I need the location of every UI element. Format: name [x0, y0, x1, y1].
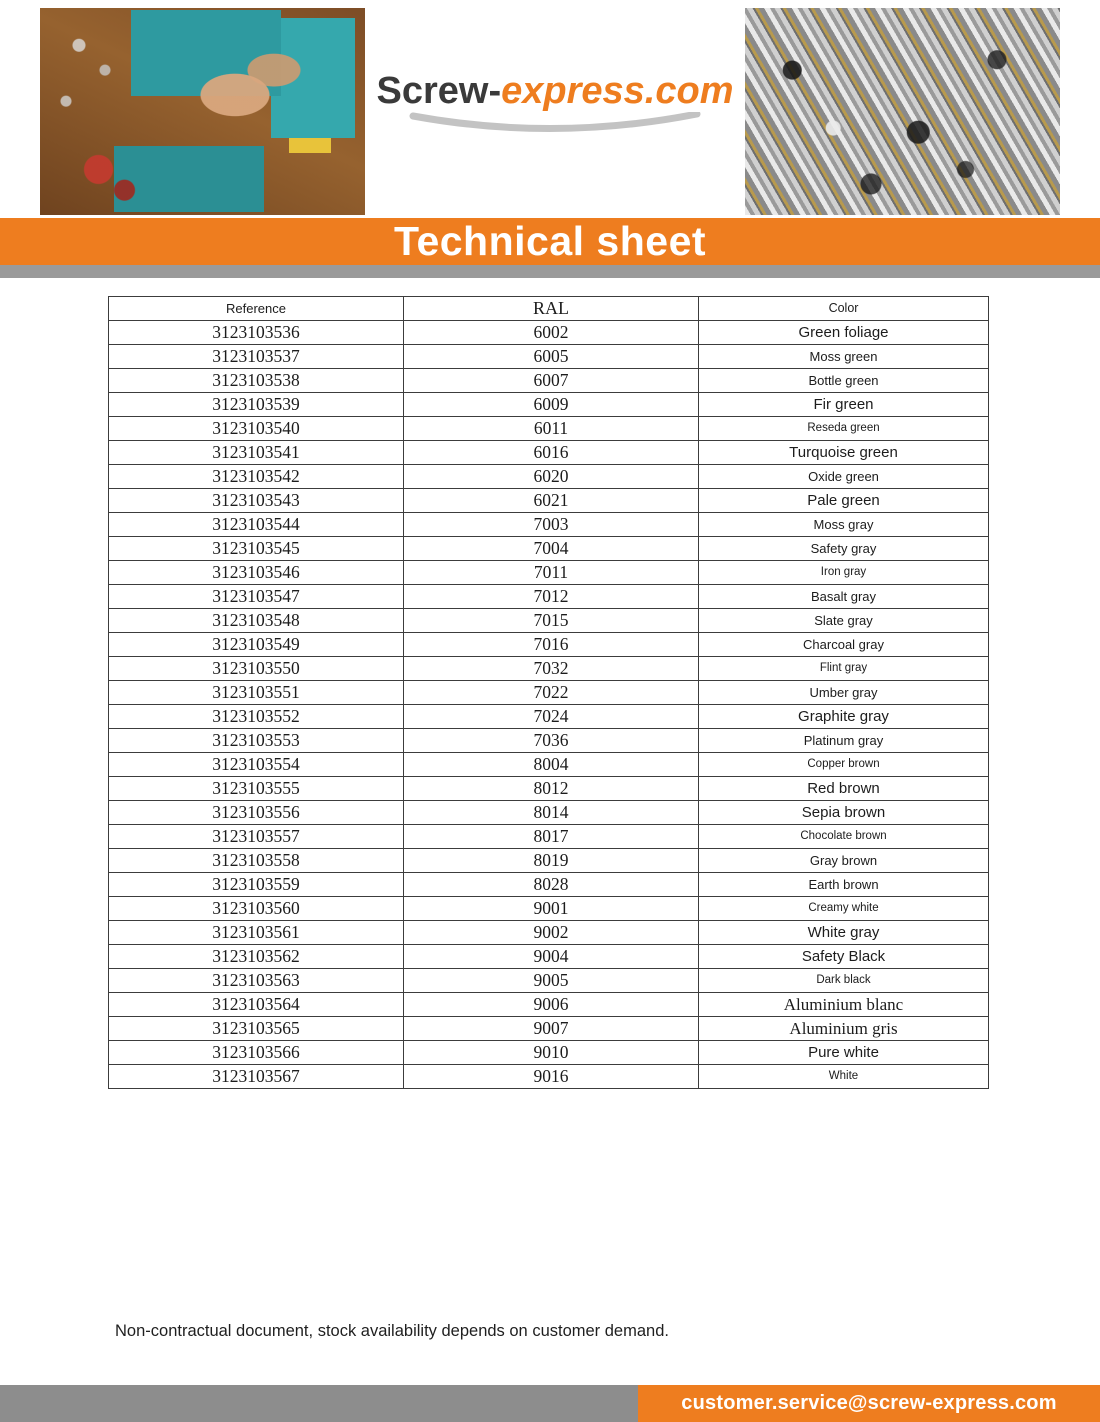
bottom-orange-block — [638, 1385, 1100, 1422]
color-cell: Red brown — [699, 777, 989, 801]
reference-cell: 3123103552 — [109, 705, 404, 729]
ral-cell: 8012 — [404, 777, 699, 801]
ral-cell: 9016 — [404, 1065, 699, 1089]
reference-cell: 3123103556 — [109, 801, 404, 825]
table-row — [109, 465, 989, 489]
color-cell: Moss gray — [699, 513, 989, 537]
reference-cell: 3123103555 — [109, 777, 404, 801]
reference-cell: 3123103554 — [109, 753, 404, 777]
logo-text — [377, 70, 734, 112]
color-cell: Dark black — [699, 969, 989, 993]
screws-pile-photo — [745, 8, 1060, 215]
ral-cell: 7004 — [404, 537, 699, 561]
table-row — [109, 1017, 989, 1041]
ral-cell: 7032 — [404, 657, 699, 681]
table-row — [109, 369, 989, 393]
bottom-bar — [0, 1385, 1100, 1422]
reference-cell: 3123103542 — [109, 465, 404, 489]
color-cell: Umber gray — [699, 681, 989, 705]
reference-cell: 3123103544 — [109, 513, 404, 537]
page-title: Technical sheet — [393, 218, 707, 264]
color-cell: Platinum gray — [699, 729, 989, 753]
color-cell: Safety Black — [699, 945, 989, 969]
color-table — [108, 296, 989, 1089]
color-cell: Reseda green — [699, 417, 989, 441]
table-row — [109, 705, 989, 729]
reference-cell: 3123103560 — [109, 897, 404, 921]
reference-cell: 3123103566 — [109, 1041, 404, 1065]
table-row — [109, 873, 989, 897]
reference-cell: 3123103561 — [109, 921, 404, 945]
reference-cell: 3123103565 — [109, 1017, 404, 1041]
ral-cell: 7024 — [404, 705, 699, 729]
column-header-ral: RAL — [404, 297, 699, 321]
banner-shadow-bar — [0, 265, 1100, 278]
color-cell: Copper brown — [699, 753, 989, 777]
ral-cell: 6002 — [404, 321, 699, 345]
reference-cell: 3123103545 — [109, 537, 404, 561]
table-row — [109, 945, 989, 969]
color-cell: Slate gray — [699, 609, 989, 633]
color-cell: Chocolate brown — [699, 825, 989, 849]
table-row — [109, 633, 989, 657]
ral-cell: 9007 — [404, 1017, 699, 1041]
color-cell: Basalt gray — [699, 585, 989, 609]
reference-cell: 3123103550 — [109, 657, 404, 681]
color-cell: Moss green — [699, 345, 989, 369]
reference-cell: 3123103564 — [109, 993, 404, 1017]
ral-cell: 9010 — [404, 1041, 699, 1065]
color-table-wrap — [108, 296, 989, 1089]
table-row — [109, 801, 989, 825]
color-cell: Green foliage — [699, 321, 989, 345]
ral-cell: 7016 — [404, 633, 699, 657]
ral-cell: 7022 — [404, 681, 699, 705]
reference-cell: 3123103563 — [109, 969, 404, 993]
table-row — [109, 969, 989, 993]
color-cell: Sepia brown — [699, 801, 989, 825]
reference-cell: 3123103548 — [109, 609, 404, 633]
table-row — [109, 849, 989, 873]
ral-cell: 6005 — [404, 345, 699, 369]
banner — [0, 218, 1100, 265]
table-row — [109, 585, 989, 609]
logo — [365, 72, 745, 138]
table-row — [109, 921, 989, 945]
ral-cell: 7036 — [404, 729, 699, 753]
color-cell: Iron gray — [699, 561, 989, 585]
ral-cell: 6007 — [404, 369, 699, 393]
color-table-body — [109, 321, 989, 1089]
reference-cell: 3123103536 — [109, 321, 404, 345]
color-cell: Flint gray — [699, 657, 989, 681]
table-row — [109, 825, 989, 849]
reference-cell: 3123103562 — [109, 945, 404, 969]
table-row — [109, 681, 989, 705]
ral-cell: 7012 — [404, 585, 699, 609]
column-header-color: Color — [699, 297, 989, 321]
ral-cell: 9002 — [404, 921, 699, 945]
color-cell: Aluminium gris — [699, 1017, 989, 1041]
reference-cell: 3123103557 — [109, 825, 404, 849]
reference-cell: 3123103551 — [109, 681, 404, 705]
color-cell: Oxide green — [699, 465, 989, 489]
table-row — [109, 1041, 989, 1065]
footer-note: Non-contractual document, stock availability depends on customer demand. — [115, 1322, 669, 1340]
reference-cell: 3123103558 — [109, 849, 404, 873]
header — [0, 0, 1100, 218]
ral-cell: 8004 — [404, 753, 699, 777]
table-row — [109, 753, 989, 777]
table-row — [109, 537, 989, 561]
table-header-row — [109, 297, 989, 321]
table-row — [109, 561, 989, 585]
ral-cell: 8017 — [404, 825, 699, 849]
table-row — [109, 777, 989, 801]
color-cell: Charcoal gray — [699, 633, 989, 657]
ral-cell: 9006 — [404, 993, 699, 1017]
ral-cell: 7015 — [404, 609, 699, 633]
ral-cell: 9004 — [404, 945, 699, 969]
table-row — [109, 897, 989, 921]
color-cell: Pure white — [699, 1041, 989, 1065]
color-cell: Graphite gray — [699, 705, 989, 729]
ral-cell: 7003 — [404, 513, 699, 537]
workbench-photo — [40, 8, 365, 215]
reference-cell: 3123103559 — [109, 873, 404, 897]
logo-part2: express.com — [501, 70, 734, 112]
ral-cell: 6011 — [404, 417, 699, 441]
ral-cell: 8028 — [404, 873, 699, 897]
table-row — [109, 657, 989, 681]
ral-cell: 6016 — [404, 441, 699, 465]
ral-cell: 8014 — [404, 801, 699, 825]
color-cell: Earth brown — [699, 873, 989, 897]
ral-cell: 9001 — [404, 897, 699, 921]
reference-cell: 3123103537 — [109, 345, 404, 369]
column-header-reference: Reference — [109, 297, 404, 321]
reference-cell: 3123103549 — [109, 633, 404, 657]
color-cell: Turquoise green — [699, 441, 989, 465]
ral-cell: 6021 — [404, 489, 699, 513]
table-row — [109, 417, 989, 441]
reference-cell: 3123103546 — [109, 561, 404, 585]
ral-cell: 7011 — [404, 561, 699, 585]
color-cell: Gray brown — [699, 849, 989, 873]
logo-swoosh-icon — [405, 112, 705, 138]
table-row — [109, 993, 989, 1017]
ral-cell: 6020 — [404, 465, 699, 489]
color-cell: Pale green — [699, 489, 989, 513]
table-row — [109, 729, 989, 753]
ral-cell: 6009 — [404, 393, 699, 417]
color-cell: Creamy white — [699, 897, 989, 921]
table-row — [109, 441, 989, 465]
table-row — [109, 321, 989, 345]
color-cell: Safety gray — [699, 537, 989, 561]
contact-email: customer.service@screw-express.com — [681, 1392, 1057, 1414]
reference-cell: 3123103540 — [109, 417, 404, 441]
color-cell: White gray — [699, 921, 989, 945]
color-cell: White — [699, 1065, 989, 1089]
reference-cell: 3123103567 — [109, 1065, 404, 1089]
reference-cell: 3123103541 — [109, 441, 404, 465]
reference-cell: 3123103547 — [109, 585, 404, 609]
reference-cell: 3123103538 — [109, 369, 404, 393]
table-row — [109, 609, 989, 633]
reference-cell: 3123103543 — [109, 489, 404, 513]
table-row — [109, 393, 989, 417]
ral-cell: 9005 — [404, 969, 699, 993]
logo-part1: Screw- — [376, 70, 502, 112]
table-row — [109, 513, 989, 537]
color-cell: Fir green — [699, 393, 989, 417]
table-row — [109, 345, 989, 369]
color-cell: Aluminium blanc — [699, 993, 989, 1017]
color-cell: Bottle green — [699, 369, 989, 393]
reference-cell: 3123103539 — [109, 393, 404, 417]
ral-cell: 8019 — [404, 849, 699, 873]
table-row — [109, 489, 989, 513]
table-row — [109, 1065, 989, 1089]
reference-cell: 3123103553 — [109, 729, 404, 753]
